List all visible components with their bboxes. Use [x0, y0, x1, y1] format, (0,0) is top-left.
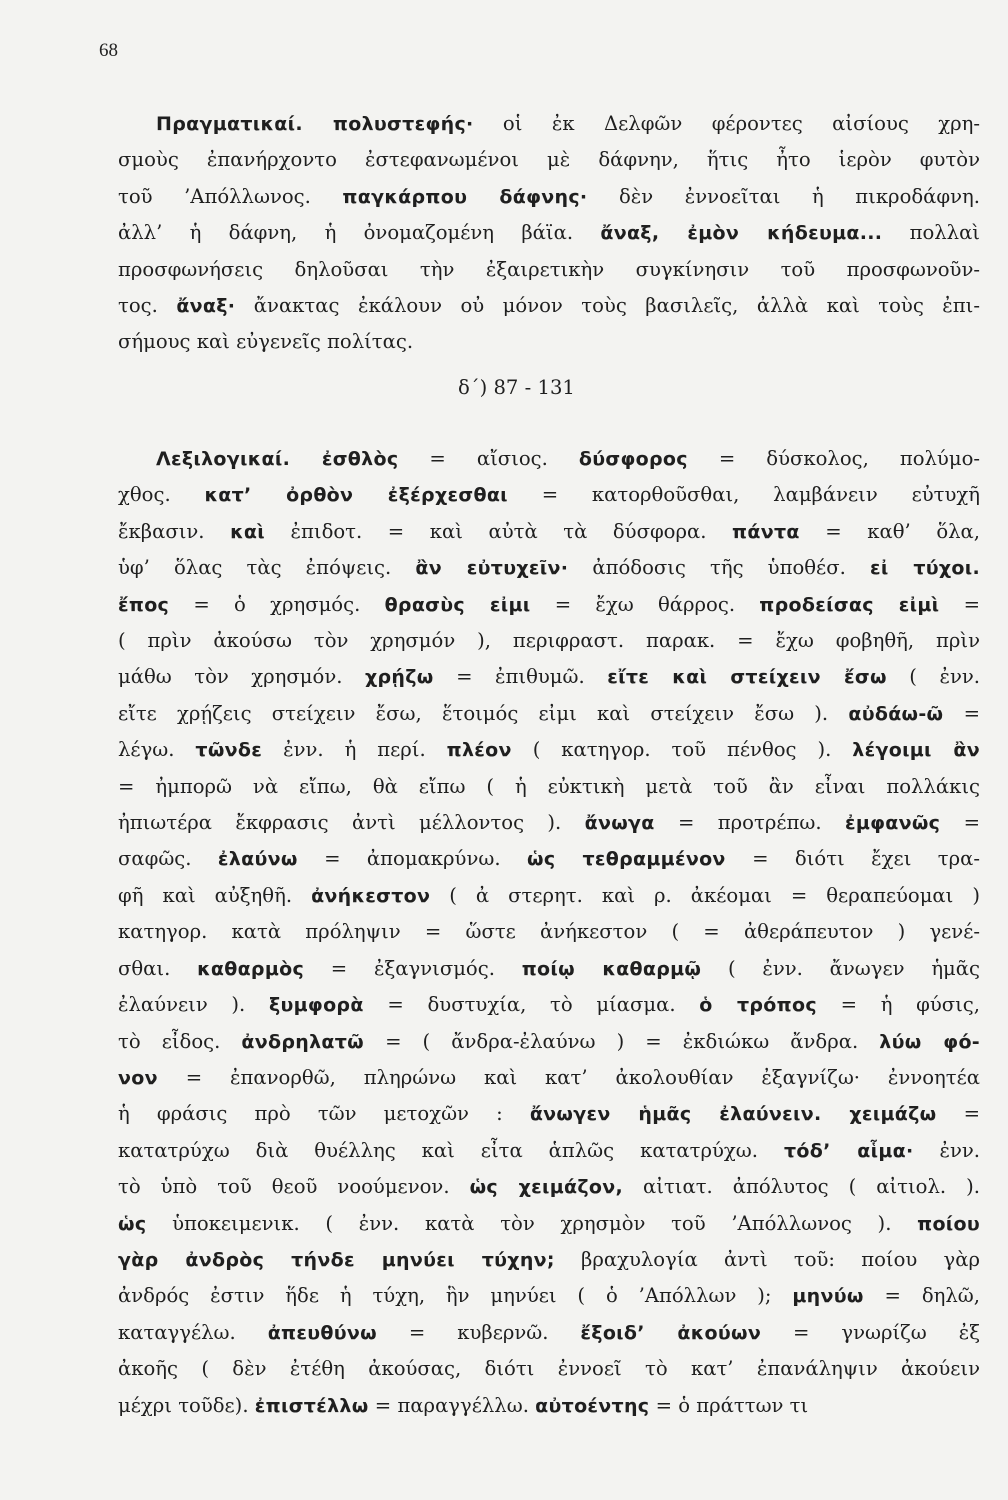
gloss-text: κατατρύχω διὰ θυέλλης καὶ εἶτα ἁπλῶς κατατρύχω. — [118, 1138, 784, 1162]
gloss-text: = — [943, 701, 980, 725]
gloss-text: = κυβερνῶ. — [376, 1320, 581, 1344]
text-line — [118, 215, 980, 251]
lemma-term: λύω φό- — [879, 1030, 980, 1053]
lemma-term: αὐτοέντης — [535, 1394, 650, 1417]
gloss-text: = — [936, 1102, 980, 1126]
text-line — [118, 1242, 980, 1278]
gloss-text: οἱ ἐκ Δελφῶν φέροντες αἰσίους χρη- — [473, 112, 980, 135]
gloss-text: = ὁ χρησμός. — [169, 592, 385, 616]
lemma-term: ὡς — [118, 1212, 147, 1235]
gloss-text: ( ἐνν. — [886, 665, 980, 689]
lemma-term: Λεξιλογικαί. ἐσθλὸς — [156, 448, 399, 470]
lemma-term: παγκάρπου δάφνης· — [342, 185, 588, 208]
text-line — [118, 732, 980, 768]
gloss-text: μάθω τὸν χρησμόν. — [118, 665, 365, 689]
gloss-text: ( ἀ στερητ. καὶ ρ. ἀκέομαι = θεραπεύομαι ) — [430, 883, 980, 907]
gloss-text: ἐνν. — [913, 1138, 980, 1162]
gloss-text: = ὁ πράττων τι — [649, 1393, 809, 1417]
lemma-term: ποίου — [917, 1212, 980, 1235]
gloss-text: ἀπόδοσις τῆς ὑποθέσ. — [568, 556, 870, 580]
gloss-text: = ἔχω θάρρος. — [530, 592, 760, 616]
text-line — [118, 514, 980, 550]
gloss-text: σμοὺς ἐπανήρχοντο ἐστεφανωμένοι μὲ δάφνην, ἥτις ἦτο ἱερὸν φυτὸν — [118, 148, 980, 172]
gloss-text: σαφῶς. — [118, 847, 218, 871]
gloss-text: ( πρὶν ἀκούσω τὸν χρησμόν ), περιφραστ. παρακ. = ἔχω φοβηθῆ, πρὶν — [118, 629, 980, 653]
gloss-text: = ( ἄνδρα-ἐλαύνω ) = ἐκδιώκω ἄνδρα. — [364, 1029, 880, 1053]
gloss-text: ὑποκειμενικ. ( ἐνν. κατὰ τὸν χρησμὸν τοῦ ’Απόλλωνος ). — [146, 1211, 918, 1235]
lemma-term: ἔπος — [118, 593, 170, 616]
gloss-text: ἄνακτας ἐκάλουν οὐ μόνον τοὺς βασιλεῖς, ἀλλὰ καὶ τοὺς ἐπι- — [235, 294, 980, 318]
gloss-text: σθαι. — [118, 956, 198, 980]
text-line — [118, 179, 980, 215]
gloss-text: = διότι ἔχει τρα- — [725, 847, 980, 871]
lemma-term: χρῄζω — [364, 666, 434, 689]
gloss-text: = κατορθοῦσθαι, λαμβάνειν εὐτυχῆ — [507, 483, 980, 507]
text-line — [118, 1351, 980, 1387]
text-line — [118, 587, 980, 623]
lemma-term: ἔξοιδ’ ἀκούων — [580, 1321, 762, 1344]
text-line — [118, 441, 980, 477]
text-line — [118, 288, 980, 324]
gloss-text: = ἐξαγνισμός. — [304, 956, 522, 980]
lemma-term: ἐλαύνω — [217, 848, 298, 871]
lemma-term: εἴτε καὶ στείχειν ἔσω — [607, 666, 887, 689]
text-line — [118, 142, 980, 178]
gloss-text: τος. — [118, 294, 177, 318]
commentary-paragraph-lexilogikai — [118, 441, 980, 1424]
text-line — [118, 1278, 980, 1314]
gloss-text: τὸ εἶδος. — [118, 1029, 242, 1053]
lemma-term: ἄνωγεν ἡμᾶς ἐλαύνειν. χειμάζω — [529, 1103, 937, 1126]
lemma-term: ἐπιστέλλω — [254, 1394, 369, 1417]
gloss-text: = δυστυχία, τὸ μίασμα. — [363, 993, 700, 1017]
text-line — [118, 1133, 980, 1169]
lemma-term: ἂν εὐτυχεῖν· — [415, 557, 569, 580]
text-line — [118, 1169, 980, 1205]
gloss-text: = δύσκολος, πολύμο- — [687, 447, 980, 470]
text-line — [118, 951, 980, 987]
gloss-text: σήμους καὶ εὐγενεῖς πολίτας. — [118, 330, 414, 354]
text-line — [118, 914, 980, 950]
gloss-text: = ἠμπορῶ νὰ εἴπω, θὰ εἴπω ( ἡ εὐκτικὴ μετὰ τοῦ ἂν εἶναι πολλάκις — [118, 774, 980, 798]
gloss-text: = δηλῶ, — [863, 1284, 980, 1308]
lemma-term: τόδ’ αἷμα· — [783, 1139, 914, 1162]
gloss-text: ἔκβασιν. — [118, 519, 231, 543]
lemma-term: ἀνδρηλατῶ — [241, 1030, 364, 1053]
lemma-term: αὐδάω-ῶ — [848, 702, 944, 725]
gloss-text: = ἐπανορθῶ, πληρώνω καὶ κατ’ ἀκολουθίαν ἐξαγνίζω· ἐννοητέα — [157, 1065, 980, 1089]
gloss-text: = — [939, 592, 980, 616]
gloss-text: κατηγορ. κατὰ πρόληψιν = ὥστε ἀνήκεστον ( = ἀθεράπευτον ) γενέ- — [118, 920, 980, 944]
gloss-text: μέχρι τοῦδε). — [118, 1393, 255, 1417]
lemma-term: ὡς χειμάζον, — [469, 1176, 624, 1199]
gloss-text: φῆ καὶ αὐξηθῆ. — [118, 883, 312, 907]
lemma-term: ὁ τρόπος — [699, 994, 817, 1017]
gloss-text: ἐνν. ἡ περί. — [262, 738, 447, 762]
text-line — [118, 1388, 980, 1424]
gloss-text: τοῦ ’Απόλλωνος. — [118, 184, 343, 208]
text-line — [118, 1024, 980, 1060]
gloss-text: ἠπιωτέρα ἔκφρασις ἀντὶ μέλλοντος ). — [118, 811, 585, 835]
gloss-text: προσφωνήσεις δηλοῦσαι τὴν ἐξαιρετικὴν συγκίνησιν τοῦ προσφωνοῦν- — [118, 257, 980, 281]
lemma-term: ἀνήκεστον — [311, 884, 431, 907]
text-line — [118, 1315, 980, 1351]
gloss-text: ( ἐνν. ἄνωγεν ἡμᾶς — [701, 956, 980, 980]
text-line — [118, 805, 980, 841]
lemma-term: κατ’ ὀρθὸν ἐξέρχεσθαι — [204, 484, 508, 507]
gloss-text: καταγγέλω. — [118, 1320, 268, 1344]
text-line — [118, 769, 980, 805]
lemma-term: ξυμφορὰ — [268, 994, 364, 1017]
gloss-text: χθος. — [118, 483, 205, 507]
text-line — [118, 550, 980, 586]
lemma-term: πάντα — [732, 520, 800, 543]
gloss-text: ἐλαύνειν ). — [118, 993, 269, 1017]
gloss-text: δὲν ἐννοεῖται ἡ πικροδάφνη. — [587, 184, 980, 208]
gloss-text: = παραγγέλλω. — [368, 1393, 536, 1417]
lemma-term: μηνύω — [792, 1285, 864, 1308]
text-line — [118, 1096, 980, 1132]
gloss-text: = προτρέπω. — [654, 811, 845, 835]
lemma-term: ἀπευθύνω — [267, 1321, 377, 1344]
lemma-term: ὡς τεθραμμένον — [527, 848, 726, 871]
lemma-term: ἄναξ, ἐμὸν κήδευμα... — [600, 222, 883, 245]
lemma-term: τῶνδε — [195, 739, 263, 762]
gloss-text: ἀκοῆς ( δὲν ἐτέθη ἀκούσας, διότι ἐννοεῖ τὸ κατ’ ἐπανάληψιν ἀκούειν — [118, 1357, 980, 1381]
page-number: 68 — [99, 40, 118, 61]
lemma-term: ἐμφανῶς — [844, 812, 941, 835]
gloss-text: εἴτε χρῄζεις στείχειν ἔσω, ἕτοιμός εἰμι καὶ στείχειν ἔσω ). — [118, 701, 849, 725]
section-heading: δ΄) 87 - 131 — [458, 376, 575, 399]
lemma-term: θρασὺς εἰμι — [384, 593, 531, 616]
commentary-paragraph-pragmatikai — [118, 106, 980, 361]
gloss-text: ἐπιδοτ. = καὶ αὐτὰ τὰ δύσφορα. — [264, 519, 733, 543]
text-line — [118, 623, 980, 659]
lemma-term: εἰ τύχοι. — [869, 557, 980, 580]
lemma-term: ἄναξ· — [176, 295, 236, 318]
gloss-text: ( κατηγορ. τοῦ πένθος ). — [511, 738, 853, 762]
text-line — [118, 106, 980, 142]
lemma-term: δύσφορος — [578, 448, 688, 470]
gloss-text: = ἐπιθυμῶ. — [433, 665, 608, 689]
text-line — [118, 878, 980, 914]
lemma-term: ποίῳ καθαρμῷ — [521, 957, 702, 980]
text-line — [118, 841, 980, 877]
lemma-term: γὰρ ἀνδρὸς τήνδε μηνύει τύχην; — [118, 1248, 555, 1271]
gloss-text: λέγω. — [118, 738, 196, 762]
gloss-text: βραχυλογία ἀντὶ τοῦ: ποίου γὰρ — [554, 1247, 980, 1271]
gloss-text: ἡ φράσις πρὸ τῶν μετοχῶν : — [118, 1102, 530, 1126]
text-line — [118, 477, 980, 513]
gloss-text: ὑφ’ ὅλας τὰς ἐπόψεις. — [118, 556, 416, 580]
text-line — [118, 1206, 980, 1242]
text-line — [118, 696, 980, 732]
gloss-text: = ἡ φύσις, — [816, 993, 980, 1017]
text-line — [118, 1060, 980, 1096]
lemma-term: καθαρμὸς — [197, 957, 305, 980]
lemma-term: προδείσας εἰμὶ — [759, 593, 940, 616]
lemma-term: λέγοιμι ἂν — [852, 739, 980, 762]
gloss-text: = — [940, 811, 980, 835]
text-line — [118, 659, 980, 695]
gloss-text: πολλαὶ — [882, 221, 980, 245]
gloss-text: = καθ’ ὅλα, — [799, 519, 980, 543]
gloss-text: ἀνδρός ἐστιν ἥδε ἡ τύχη, ἣν μηνύει ( ὁ ’Απόλλων ); — [118, 1284, 793, 1308]
gloss-text: = ἀπομακρύνω. — [297, 847, 528, 871]
gloss-text: ἀλλ’ ἡ δάφνη, ἡ ὀνομαζομένη βάϊα. — [118, 221, 601, 245]
text-line — [118, 252, 980, 288]
lemma-term: νον — [118, 1066, 158, 1089]
gloss-text: τὸ ὑπὸ τοῦ θεοῦ νοούμενον. — [118, 1175, 470, 1199]
text-line — [118, 987, 980, 1023]
gloss-text: = αἴσιος. — [398, 447, 579, 470]
lemma-term: καὶ — [230, 520, 265, 543]
lemma-term: Πραγματικαί. πολυστεφής· — [156, 113, 474, 135]
gloss-text: αἰτιατ. ἀπόλυτος ( αἰτιολ. ). — [623, 1175, 980, 1199]
lemma-term: πλέον — [446, 739, 512, 762]
text-line — [118, 324, 980, 360]
lemma-term: ἄνωγα — [584, 812, 655, 835]
gloss-text: = γνωρίζω ἐξ — [761, 1320, 980, 1344]
